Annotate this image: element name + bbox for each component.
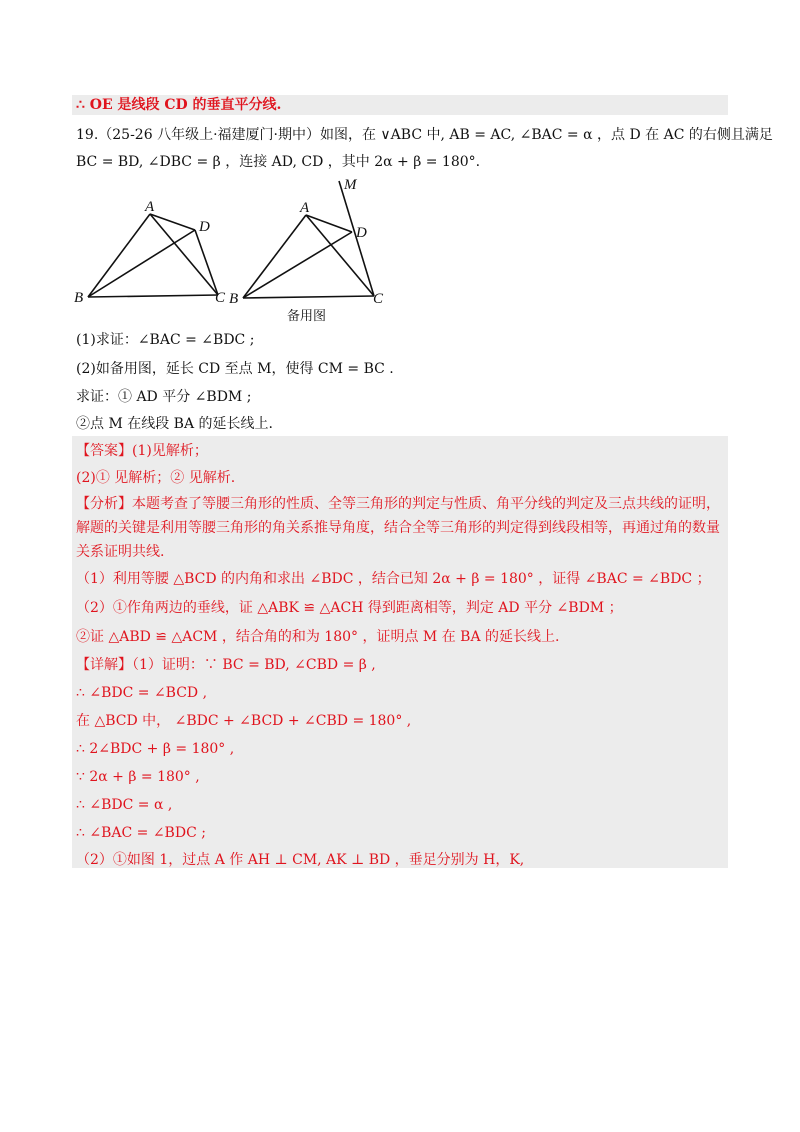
detail-line-5: ∵ 2α + β = 180° ,: [76, 769, 200, 785]
analysis-line-2: 解题的关键是利用等腰三角形的角关系推导角度，结合全等三角形的判定得到线段相等，再通过角的数量: [76, 520, 720, 536]
analysis-step-1: （1）利用等腰 △BCD 的内角和求出 ∠BDC ，结合已知 2α + β = 180° ，证得 ∠BAC = ∠BDC ；: [76, 571, 711, 587]
segment-CD: [195, 230, 218, 295]
figure-2-caption: 备用图: [287, 309, 327, 324]
fig2-label-M: M: [344, 177, 357, 193]
question-1: (1)求证：∠BAC = ∠BDC ;: [76, 332, 255, 348]
segment-AB: [88, 214, 150, 297]
segment-BC-2: [243, 296, 374, 298]
question-2: (2)如备用图，延长 CD 至点 M，使得 CM = BC .: [76, 361, 394, 377]
segment-BC: [88, 295, 218, 297]
detail-line-1: 【详解】（1）证明：∵ BC = BD, ∠CBD = β ,: [76, 657, 376, 673]
answer-line-2: (2)① 见解析；② 见解析.: [76, 470, 236, 486]
fig1-label-A: A: [145, 199, 155, 215]
fig1-label-C: C: [215, 290, 226, 306]
segment-BD-2: [243, 232, 352, 298]
segment-AB-2: [243, 215, 306, 298]
detail-line-6: ∴ ∠BDC = α ,: [76, 797, 173, 813]
problem-19-line-1: 19.（25-26 八年级上·福建厦门·期中）如图，在 ∨ABC 中, AB = AC, ∠BAC = α ，点 D 在 AC 的右侧且满足: [76, 127, 773, 143]
analysis-line-1: 【分析】本题考查了等腰三角形的性质、全等三角形的判定与性质、角平分线的判定及三点共线的证明，: [76, 496, 720, 512]
question-2-part-2: ②点 M 在线段 BA 的延长线上.: [76, 416, 273, 432]
answer-line-1: 【答案】(1)见解析；: [76, 443, 208, 459]
fig2-label-D: D: [356, 225, 367, 241]
fig2-label-C: C: [373, 291, 384, 307]
analysis-step-3: ②证 △ABD ≌ △ACM ，结合角的和为 180° ，证明点 M 在 BA 的延长线上.: [76, 629, 560, 645]
fig1-label-B: B: [74, 290, 84, 306]
fig1-label-D: D: [199, 219, 210, 235]
detail-line-7: ∴ ∠BAC = ∠BDC ;: [76, 825, 206, 841]
fig2-label-B: B: [229, 291, 239, 307]
problem-19-line-2: BC = BD, ∠DBC = β ，连接 AD, CD ，其中 2α + β = 180°.: [76, 154, 481, 170]
segment-BD: [88, 230, 195, 297]
analysis-step-2: （2）①作角两边的垂线，证 △ABK ≌ △ACH 得到距离相等，判定 AD 平分 ∠BDM ；: [76, 600, 623, 616]
detail-line-2: ∴ ∠BDC = ∠BCD ,: [76, 685, 208, 701]
line-0: ∴ OE 是线段 CD 的垂直平分线.: [76, 97, 282, 113]
fig2-label-A: A: [300, 200, 310, 216]
figure-2: [243, 181, 374, 298]
detail-line-8: （2）①如图 1，过点 A 作 AH ⊥ CM, AK ⊥ BD ，垂足分别为 H，K,: [76, 852, 525, 868]
detail-line-4: ∴ 2∠BDC + β = 180° ,: [76, 741, 235, 757]
analysis-line-3: 关系证明共线.: [76, 544, 165, 560]
detail-line-3: 在 △BCD 中， ∠BDC + ∠BCD + ∠CBD = 180° ,: [76, 713, 412, 729]
question-2-part-1: 求证：① AD 平分 ∠BDM ;: [76, 389, 252, 405]
